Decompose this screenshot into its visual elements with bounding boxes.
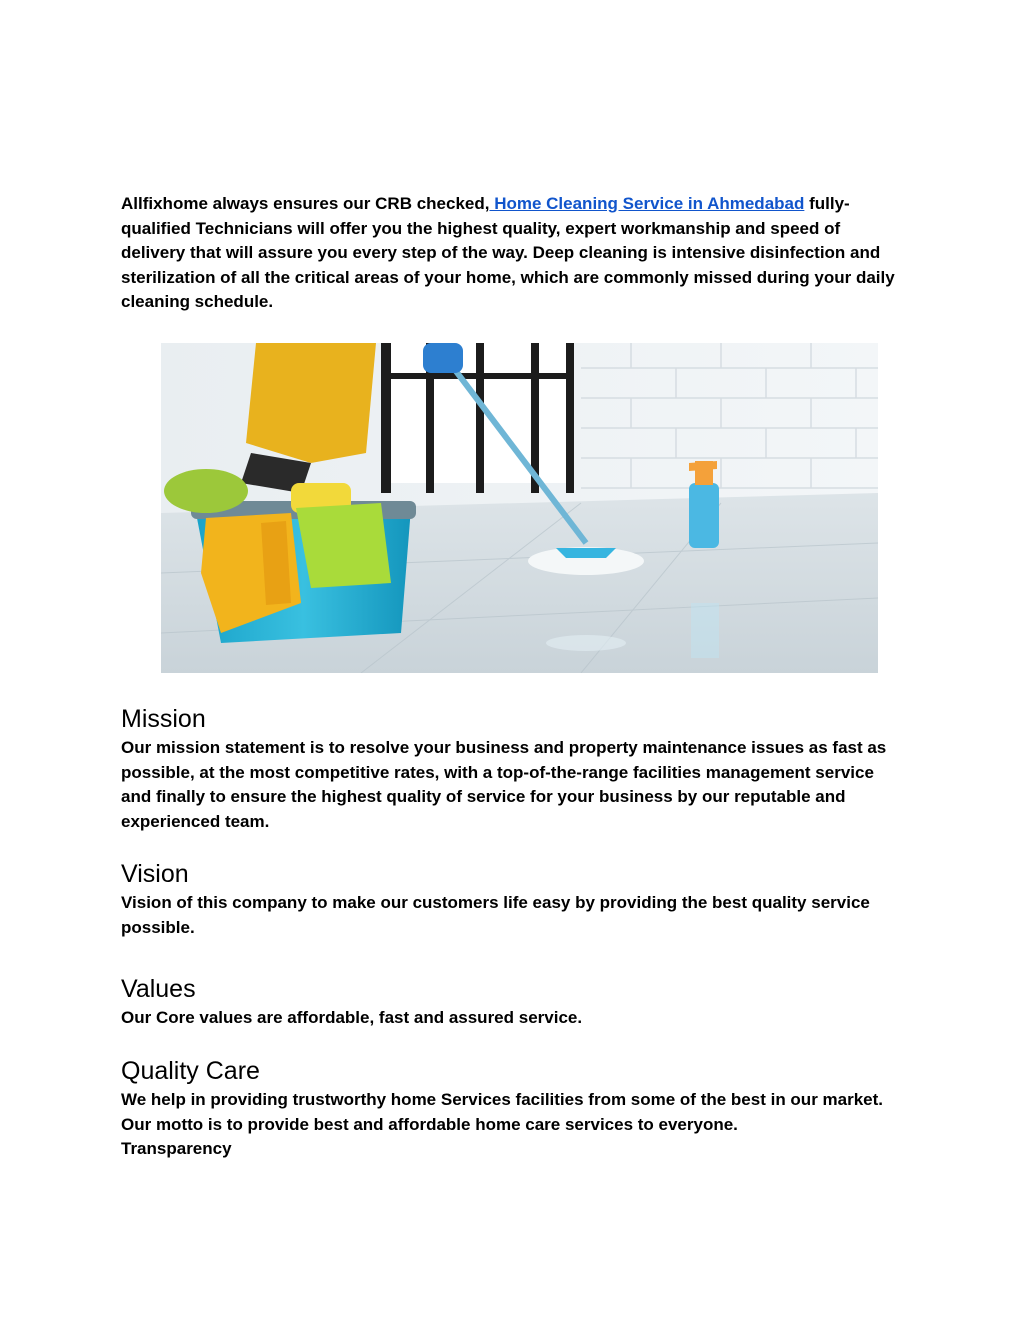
intro-text-start: Allfixhome always ensures our CRB checked, bbox=[121, 194, 490, 213]
cleaning-photo bbox=[161, 343, 878, 673]
intro-text-rest: fully-qualified Technicians will offer you the highest quality, expert workmanship and speed of delivery that will assure you every step of the way. Deep cleaning is intensive disinfection and sterilization of all the critical areas of your home, which are commonly missed during your daily cleaning schedule. bbox=[121, 194, 895, 311]
values-body: Our Core values are affordable, fast and assured service. bbox=[121, 1008, 583, 1027]
vision-heading: Vision bbox=[121, 860, 189, 888]
quality-care-body bbox=[121, 1088, 901, 1162]
transparency-label: Transparency bbox=[121, 1139, 232, 1158]
values-heading: Values bbox=[121, 975, 196, 1003]
home-cleaning-link[interactable]: Home Cleaning Service in Ahmedabad bbox=[489, 194, 805, 213]
intro-paragraph bbox=[121, 192, 901, 315]
vision-body: Vision of this company to make our customers life easy by providing the best quality service possible. bbox=[121, 893, 870, 937]
quality-care-heading: Quality Care bbox=[121, 1057, 260, 1085]
quality-care-text: We help in providing trustworthy home Services facilities from some of the best in our market. Our motto is to provide best and affordable home care services to everyone. bbox=[121, 1090, 884, 1134]
mission-body: Our mission statement is to resolve your business and property maintenance issues as fast as possible, at the most competitive rates, with a top-of-the-range facilities management service and finally to ensure the highest quality of service for your business by our reputable and experienced team. bbox=[121, 738, 887, 831]
mission-heading: Mission bbox=[121, 705, 206, 733]
